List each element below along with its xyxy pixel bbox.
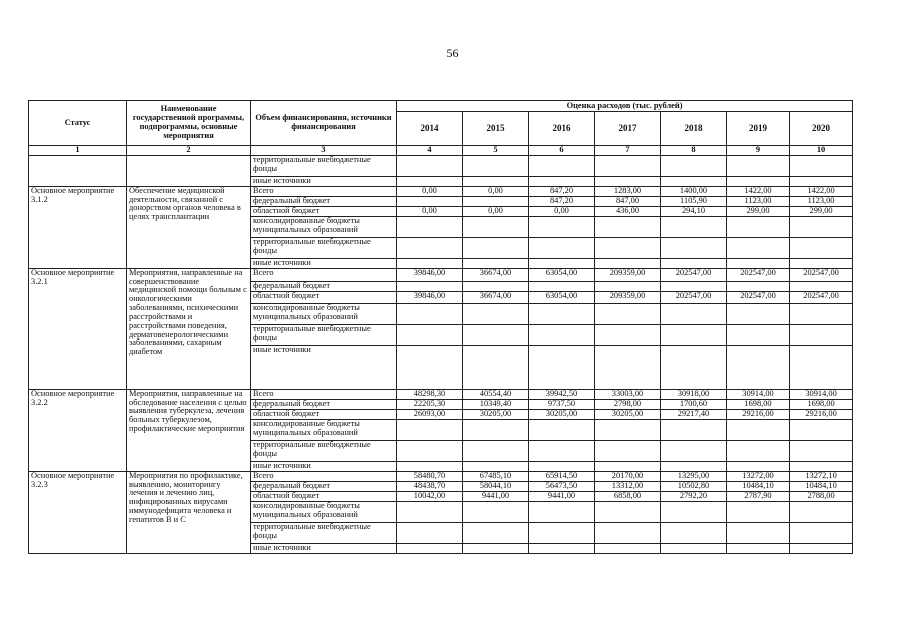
value-cell-2017: [595, 176, 661, 186]
value-cell-2018: 1400,00: [661, 186, 727, 196]
column-number: 7: [595, 146, 661, 156]
value-cell-2019: 202547,00: [727, 291, 790, 303]
value-cell-2015: 36674,00: [463, 268, 529, 281]
value-cell-2016: 39942,50: [529, 389, 595, 399]
value-cell-2018: 13295,00: [661, 471, 727, 481]
value-cell-2019: [727, 176, 790, 186]
column-number: 4: [397, 146, 463, 156]
value-cell-2018: [661, 419, 727, 440]
value-cell-2018: 294,10: [661, 206, 727, 216]
value-cell-2020: [790, 303, 853, 324]
page-number: 56: [446, 46, 459, 60]
measure-name-cell: [127, 155, 251, 186]
year-header: 2018: [661, 112, 727, 146]
funding-source-cell: федеральный бюджет: [251, 399, 397, 409]
value-cell-2014: [397, 258, 463, 268]
funding-source-cell: федеральный бюджет: [251, 481, 397, 491]
value-cell-2016: 9737,50: [529, 399, 595, 409]
value-cell-2014: 0,00: [397, 186, 463, 196]
funding-source-cell: иные источники: [251, 543, 397, 553]
value-cell-2016: [529, 155, 595, 176]
value-cell-2017: [595, 543, 661, 553]
value-cell-2020: [790, 176, 853, 186]
funding-source-cell: иные источники: [251, 345, 397, 389]
year-header: 2019: [727, 112, 790, 146]
value-cell-2016: 9441,00: [529, 491, 595, 501]
value-cell-2020: 1123,00: [790, 196, 853, 206]
funding-source-cell: областной бюджет: [251, 291, 397, 303]
value-cell-2017: [595, 345, 661, 389]
value-cell-2014: [397, 324, 463, 345]
value-cell-2018: 2792,20: [661, 491, 727, 501]
funding-source-cell: федеральный бюджет: [251, 196, 397, 206]
value-cell-2018: [661, 501, 727, 522]
value-cell-2016: [529, 501, 595, 522]
year-header: 2014: [397, 112, 463, 146]
value-cell-2018: [661, 324, 727, 345]
value-cell-2016: [529, 303, 595, 324]
value-cell-2017: [595, 501, 661, 522]
value-cell-2016: [529, 237, 595, 258]
funding-source-cell: территориальные внебюджетные фонды: [251, 155, 397, 176]
value-cell-2020: [790, 419, 853, 440]
value-cell-2020: 1698,00: [790, 399, 853, 409]
value-cell-2016: [529, 216, 595, 237]
value-cell-2019: [727, 303, 790, 324]
value-cell-2015: [463, 155, 529, 176]
value-cell-2015: [463, 419, 529, 440]
value-cell-2018: [661, 155, 727, 176]
value-cell-2017: 209359,00: [595, 291, 661, 303]
value-cell-2019: [727, 281, 790, 291]
status-cell: Основное мероприятие 3.2.3: [29, 471, 127, 553]
column-number: 10: [790, 146, 853, 156]
funding-source-cell: консолидированные бюджеты муниципальных образований: [251, 216, 397, 237]
value-cell-2014: [397, 522, 463, 543]
value-cell-2017: [595, 440, 661, 461]
value-cell-2015: [463, 501, 529, 522]
value-cell-2020: [790, 461, 853, 471]
value-cell-2019: 13272,00: [727, 471, 790, 481]
value-cell-2017: 33003,00: [595, 389, 661, 399]
funding-source-cell: федеральный бюджет: [251, 281, 397, 291]
value-cell-2014: 0,00: [397, 206, 463, 216]
value-cell-2019: [727, 461, 790, 471]
value-cell-2014: [397, 345, 463, 389]
value-cell-2019: 299,00: [727, 206, 790, 216]
value-cell-2016: [529, 440, 595, 461]
value-cell-2019: [727, 258, 790, 268]
funding-source-cell: иные источники: [251, 461, 397, 471]
value-cell-2015: 9441,00: [463, 491, 529, 501]
table-row: [29, 389, 853, 399]
value-cell-2019: 10484,10: [727, 481, 790, 491]
status-cell: Основное мероприятие 3.2.2: [29, 389, 127, 471]
value-cell-2015: [463, 216, 529, 237]
value-cell-2015: 0,00: [463, 206, 529, 216]
value-cell-2020: 1422,00: [790, 186, 853, 196]
value-cell-2020: [790, 501, 853, 522]
value-cell-2017: [595, 155, 661, 176]
value-cell-2016: 65914,50: [529, 471, 595, 481]
column-number: 1: [29, 146, 127, 156]
value-cell-2015: 40554,40: [463, 389, 529, 399]
value-cell-2017: [595, 258, 661, 268]
value-cell-2016: 63054,00: [529, 268, 595, 281]
value-cell-2015: 30205,00: [463, 409, 529, 419]
funding-source-cell: областной бюджет: [251, 409, 397, 419]
value-cell-2015: [463, 522, 529, 543]
value-cell-2014: 26093,00: [397, 409, 463, 419]
value-cell-2014: [397, 237, 463, 258]
funding-source-cell: Всего: [251, 268, 397, 281]
value-cell-2017: [595, 461, 661, 471]
funding-source-cell: консолидированные бюджеты муниципальных образований: [251, 501, 397, 522]
value-cell-2019: [727, 440, 790, 461]
header-source: Объем финансирования, источники финансирования: [251, 101, 397, 146]
value-cell-2014: [397, 543, 463, 553]
value-cell-2015: [463, 543, 529, 553]
value-cell-2014: 48438,70: [397, 481, 463, 491]
value-cell-2015: 36674,00: [463, 291, 529, 303]
value-cell-2014: 58480,70: [397, 471, 463, 481]
value-cell-2014: [397, 303, 463, 324]
year-header: 2015: [463, 112, 529, 146]
year-header: 2017: [595, 112, 661, 146]
value-cell-2017: [595, 216, 661, 237]
value-cell-2015: [463, 303, 529, 324]
value-cell-2019: [727, 522, 790, 543]
value-cell-2017: 847,00: [595, 196, 661, 206]
value-cell-2014: [397, 440, 463, 461]
value-cell-2017: [595, 303, 661, 324]
header-name: Наименование государственной программы, подпрограммы, основные мероприятия: [127, 101, 251, 146]
funding-source-cell: территориальные внебюджетные фонды: [251, 324, 397, 345]
value-cell-2015: [463, 440, 529, 461]
value-cell-2018: [661, 237, 727, 258]
value-cell-2018: 30918,00: [661, 389, 727, 399]
value-cell-2014: 10042,00: [397, 491, 463, 501]
funding-source-cell: иные источники: [251, 176, 397, 186]
value-cell-2015: [463, 258, 529, 268]
year-header: 2020: [790, 112, 853, 146]
value-cell-2015: 67485,10: [463, 471, 529, 481]
value-cell-2019: [727, 345, 790, 389]
value-cell-2018: 202547,00: [661, 268, 727, 281]
value-cell-2014: 39846,00: [397, 268, 463, 281]
value-cell-2018: [661, 281, 727, 291]
value-cell-2014: 22205,30: [397, 399, 463, 409]
value-cell-2017: [595, 419, 661, 440]
table-row: [29, 471, 853, 481]
value-cell-2014: [397, 419, 463, 440]
funding-source-cell: областной бюджет: [251, 491, 397, 501]
value-cell-2020: [790, 216, 853, 237]
funding-source-cell: территориальные внебюджетные фонды: [251, 237, 397, 258]
value-cell-2016: [529, 461, 595, 471]
value-cell-2015: [463, 281, 529, 291]
column-number: 3: [251, 146, 397, 156]
value-cell-2019: 1422,00: [727, 186, 790, 196]
value-cell-2019: [727, 543, 790, 553]
value-cell-2017: [595, 237, 661, 258]
value-cell-2015: [463, 461, 529, 471]
value-cell-2018: [661, 303, 727, 324]
funding-source-cell: территориальные внебюджетные фонды: [251, 440, 397, 461]
column-number: 2: [127, 146, 251, 156]
column-number: 5: [463, 146, 529, 156]
value-cell-2020: [790, 522, 853, 543]
measure-name-cell: Мероприятия по профилактике, выявлению, мониторингу лечения и лечению лиц, инфицированных вирусами иммунодефицита человека и гепатитов В и С: [127, 471, 251, 553]
funding-source-cell: Всего: [251, 471, 397, 481]
column-number: 6: [529, 146, 595, 156]
value-cell-2020: 299,00: [790, 206, 853, 216]
value-cell-2017: [595, 522, 661, 543]
value-cell-2017: 30205,00: [595, 409, 661, 419]
funding-source-cell: областной бюджет: [251, 206, 397, 216]
value-cell-2019: 30914,00: [727, 389, 790, 399]
status-cell: Основное мероприятие 3.2.1: [29, 268, 127, 389]
value-cell-2018: 29217,40: [661, 409, 727, 419]
value-cell-2020: 13272,10: [790, 471, 853, 481]
value-cell-2020: 2788,00: [790, 491, 853, 501]
value-cell-2014: [397, 501, 463, 522]
value-cell-2020: [790, 345, 853, 389]
value-cell-2014: [397, 281, 463, 291]
value-cell-2018: [661, 258, 727, 268]
value-cell-2020: [790, 281, 853, 291]
value-cell-2015: [463, 345, 529, 389]
column-number: 9: [727, 146, 790, 156]
value-cell-2019: [727, 501, 790, 522]
value-cell-2018: 202547,00: [661, 291, 727, 303]
funding-source-cell: консолидированные бюджеты муниципальных образований: [251, 303, 397, 324]
value-cell-2014: [397, 176, 463, 186]
value-cell-2015: 58044,10: [463, 481, 529, 491]
value-cell-2019: 29216,00: [727, 409, 790, 419]
value-cell-2018: [661, 345, 727, 389]
value-cell-2016: [529, 543, 595, 553]
year-header: 2016: [529, 112, 595, 146]
value-cell-2015: [463, 196, 529, 206]
value-cell-2015: 10349,40: [463, 399, 529, 409]
value-cell-2014: 48298,30: [397, 389, 463, 399]
value-cell-2016: [529, 258, 595, 268]
value-cell-2018: [661, 543, 727, 553]
measure-name-cell: Обеспечение медицинской деятельности, связанной с донорством органов человека в целях трансплантации: [127, 186, 251, 268]
value-cell-2019: [727, 419, 790, 440]
column-number: 8: [661, 146, 727, 156]
value-cell-2014: 39846,00: [397, 291, 463, 303]
value-cell-2015: [463, 324, 529, 345]
funding-source-cell: консолидированные бюджеты муниципальных образований: [251, 419, 397, 440]
value-cell-2015: 0,00: [463, 186, 529, 196]
value-cell-2019: [727, 155, 790, 176]
measure-name-cell: Мероприятия, направленные на совершенствование медицинской помощи больным с онкологическими заболеваниями, психическими расстройствами и расстройствами поведения, дерматовенерологическими заболеваниями, сахарным диабетом: [127, 268, 251, 389]
value-cell-2014: [397, 216, 463, 237]
funding-source-cell: территориальные внебюджетные фонды: [251, 522, 397, 543]
value-cell-2017: 6858,00: [595, 491, 661, 501]
value-cell-2016: [529, 345, 595, 389]
value-cell-2016: [529, 281, 595, 291]
value-cell-2017: [595, 281, 661, 291]
funding-source-cell: иные источники: [251, 258, 397, 268]
value-cell-2018: [661, 216, 727, 237]
value-cell-2016: 0,00: [529, 206, 595, 216]
value-cell-2020: 202547,00: [790, 291, 853, 303]
value-cell-2020: [790, 155, 853, 176]
value-cell-2016: 847,20: [529, 186, 595, 196]
value-cell-2019: 1123,00: [727, 196, 790, 206]
value-cell-2020: 10484,10: [790, 481, 853, 491]
value-cell-2016: 847,20: [529, 196, 595, 206]
value-cell-2019: 2787,90: [727, 491, 790, 501]
value-cell-2020: 29216,00: [790, 409, 853, 419]
value-cell-2016: [529, 176, 595, 186]
table-row: [29, 268, 853, 281]
table-body: [29, 155, 853, 553]
value-cell-2019: 1698,00: [727, 399, 790, 409]
value-cell-2018: 10502,80: [661, 481, 727, 491]
value-cell-2018: [661, 440, 727, 461]
budget-table: [28, 100, 853, 554]
value-cell-2016: 56473,50: [529, 481, 595, 491]
value-cell-2018: 1105,90: [661, 196, 727, 206]
value-cell-2017: [595, 324, 661, 345]
table-row: [29, 155, 853, 176]
funding-source-cell: Всего: [251, 389, 397, 399]
value-cell-2020: [790, 543, 853, 553]
value-cell-2020: [790, 440, 853, 461]
value-cell-2017: 1283,00: [595, 186, 661, 196]
value-cell-2020: [790, 237, 853, 258]
value-cell-2017: 2798,00: [595, 399, 661, 409]
value-cell-2016: 63054,00: [529, 291, 595, 303]
value-cell-2019: [727, 237, 790, 258]
value-cell-2020: [790, 324, 853, 345]
value-cell-2016: [529, 419, 595, 440]
value-cell-2017: 436,00: [595, 206, 661, 216]
value-cell-2014: [397, 155, 463, 176]
value-cell-2020: 30914,00: [790, 389, 853, 399]
measure-name-cell: Мероприятия, направленные на обследование населения с целью выявления туберкулеза, лечения больных туберкулезом, профилактические мероприятия: [127, 389, 251, 471]
value-cell-2019: [727, 324, 790, 345]
status-cell: [29, 155, 127, 186]
value-cell-2020: [790, 258, 853, 268]
table-row: [29, 186, 853, 196]
value-cell-2014: [397, 196, 463, 206]
status-cell: Основное мероприятие 3.1.2: [29, 186, 127, 268]
value-cell-2014: [397, 461, 463, 471]
value-cell-2017: 209359,00: [595, 268, 661, 281]
value-cell-2016: 30205,00: [529, 409, 595, 419]
header-estimate: Оценка расходов (тыс. рублей): [397, 101, 853, 112]
column-number-row: [29, 146, 853, 156]
funding-source-cell: Всего: [251, 186, 397, 196]
value-cell-2018: 1700,60: [661, 399, 727, 409]
value-cell-2019: 202547,00: [727, 268, 790, 281]
value-cell-2015: [463, 237, 529, 258]
value-cell-2017: 20170,00: [595, 471, 661, 481]
value-cell-2016: [529, 522, 595, 543]
value-cell-2020: 202547,00: [790, 268, 853, 281]
header-status: Статус: [29, 101, 127, 146]
value-cell-2018: [661, 522, 727, 543]
value-cell-2016: [529, 324, 595, 345]
value-cell-2019: [727, 216, 790, 237]
value-cell-2017: 13312,00: [595, 481, 661, 491]
value-cell-2018: [661, 461, 727, 471]
value-cell-2018: [661, 176, 727, 186]
value-cell-2015: [463, 176, 529, 186]
